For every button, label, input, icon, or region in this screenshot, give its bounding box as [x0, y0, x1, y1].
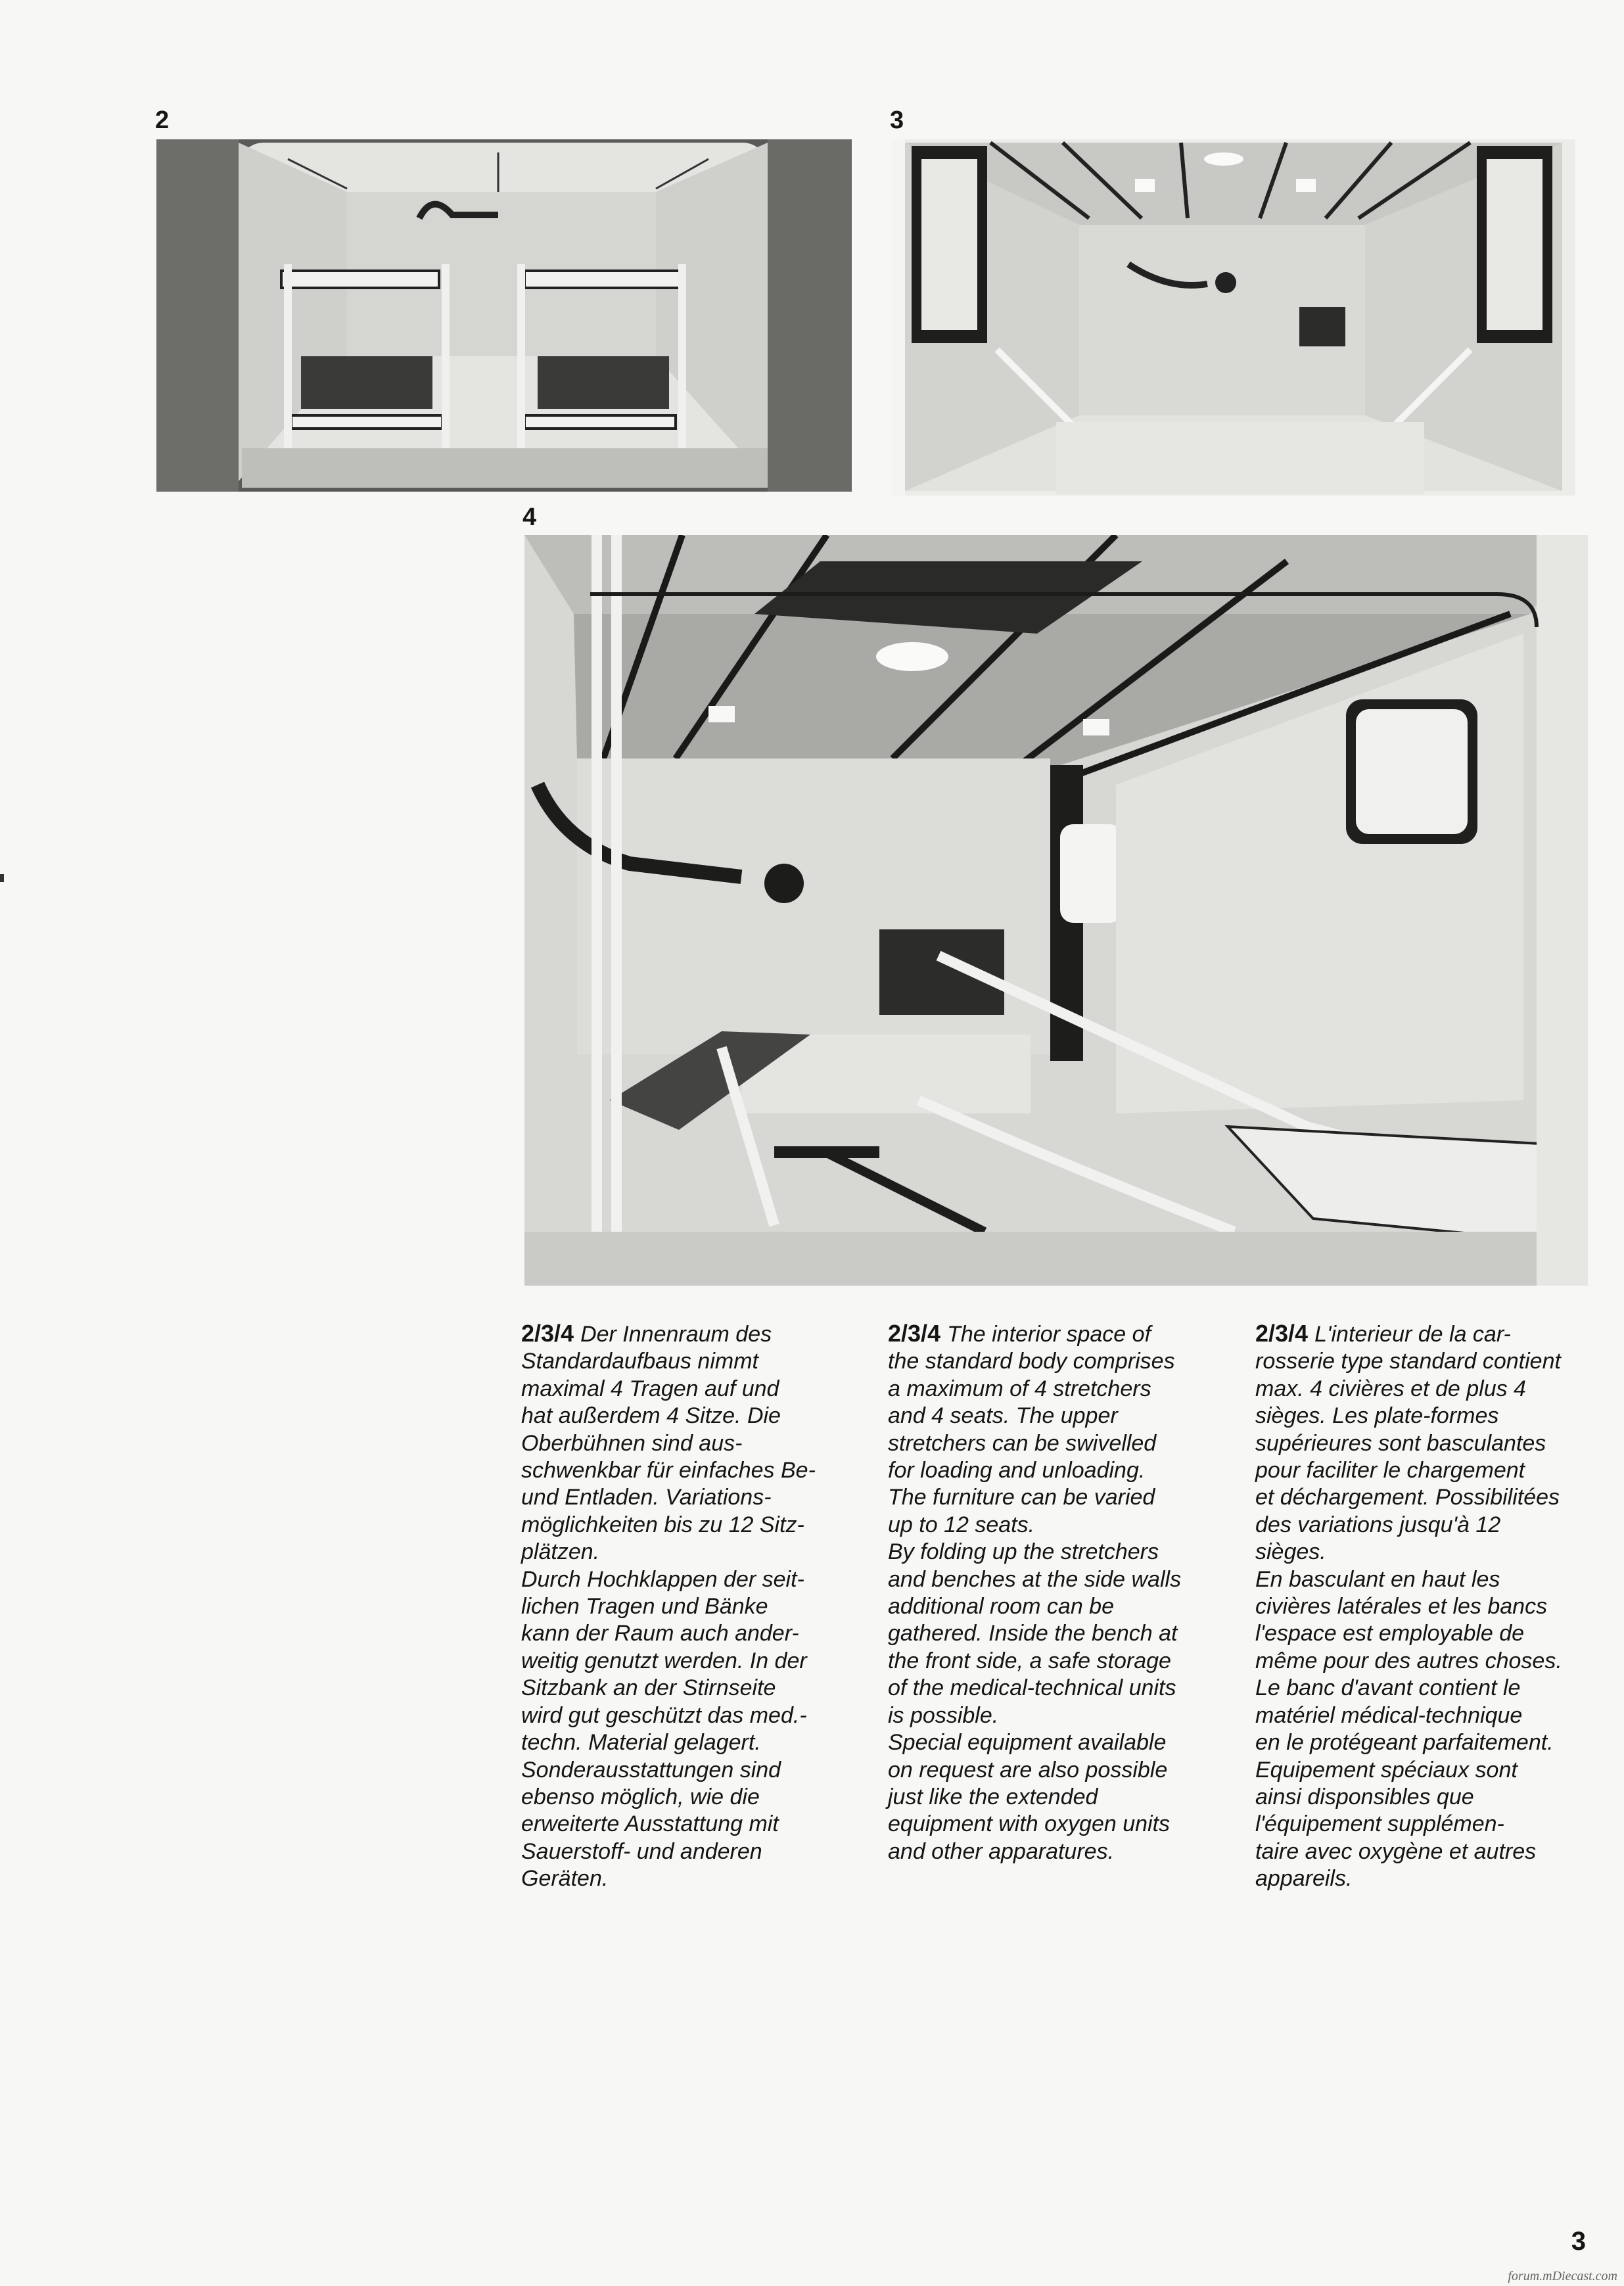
figure-4-photo — [524, 535, 1588, 1286]
caption-english-label: 2/3/4 — [888, 1320, 941, 1347]
figure-2-number: 2 — [155, 106, 170, 134]
watermark: forum.mDiecast.com — [1508, 2269, 1617, 2283]
page-number: 3 — [1571, 2227, 1586, 2256]
caption-german-label: 2/3/4 — [521, 1320, 574, 1347]
figure-3-number: 3 — [890, 106, 904, 134]
caption-french-text: L'interieur de la car- rosserie type standard contient max. 4 civières et de plus 4 sièges. Les plate-formes supérieures sont basculantes pour faciliter le chargement et déchargement. Possibilitées des variations jusqu'à 12 sièges. En basculant en haut les civières latérales et les bancs l'espace est employable de même pour des autres choses. Le banc d'avant contient le matériel médical-technique en le protégeant parfaitement. Equipement spéciaux sont ainsi disponsibles que l'équipement supplémen- taire avec oxygène et autres appareils. — [1255, 1322, 1562, 1892]
caption-french — [1255, 1320, 1584, 1893]
caption-english-text: The interior space of the standard body comprises a maximum of 4 stretchers and 4 seats. The upper stretchers can be swivelled for loading and unloading. The furniture can be varied up to 12 seats. By folding up the stretchers and benches at the side walls additional room can be gathered. Inside the bench at the front side, a safe storage of the medical-technical units is possible. Special equipment available on request are also possible just like the extended equipment with oxygen units and other apparatures. — [888, 1322, 1182, 1864]
figure-3-photo — [892, 139, 1575, 496]
figure-4-number: 4 — [522, 503, 537, 531]
figure-2-photo — [156, 139, 852, 492]
caption-german-text: Der Innenraum des Standardaufbaus nimmt maximal 4 Tragen auf und hat außerdem 4 Sitze. Die Oberbühnen sind aus- schwenkbar für einfaches Be- und Entladen. Variations- möglichkeiten bis zu 12 Sitz- plätzen. Durch Hochklappen der seit- lichen Tragen und Bänke kann der Raum auch ander- weitig genutzt werden. In der Sitzbank an der Stirnseite wird gut geschützt das med.- techn. Material gelagert. Sonderausstattungen sind ebenso möglich, wie die erweiterte Ausstattung mit Sauerstoff- und anderen Geräten. — [521, 1322, 816, 1892]
caption-french-label: 2/3/4 — [1255, 1320, 1309, 1347]
caption-german — [521, 1320, 850, 1893]
caption-english — [888, 1320, 1217, 1865]
scan-edge-mark — [0, 874, 4, 882]
